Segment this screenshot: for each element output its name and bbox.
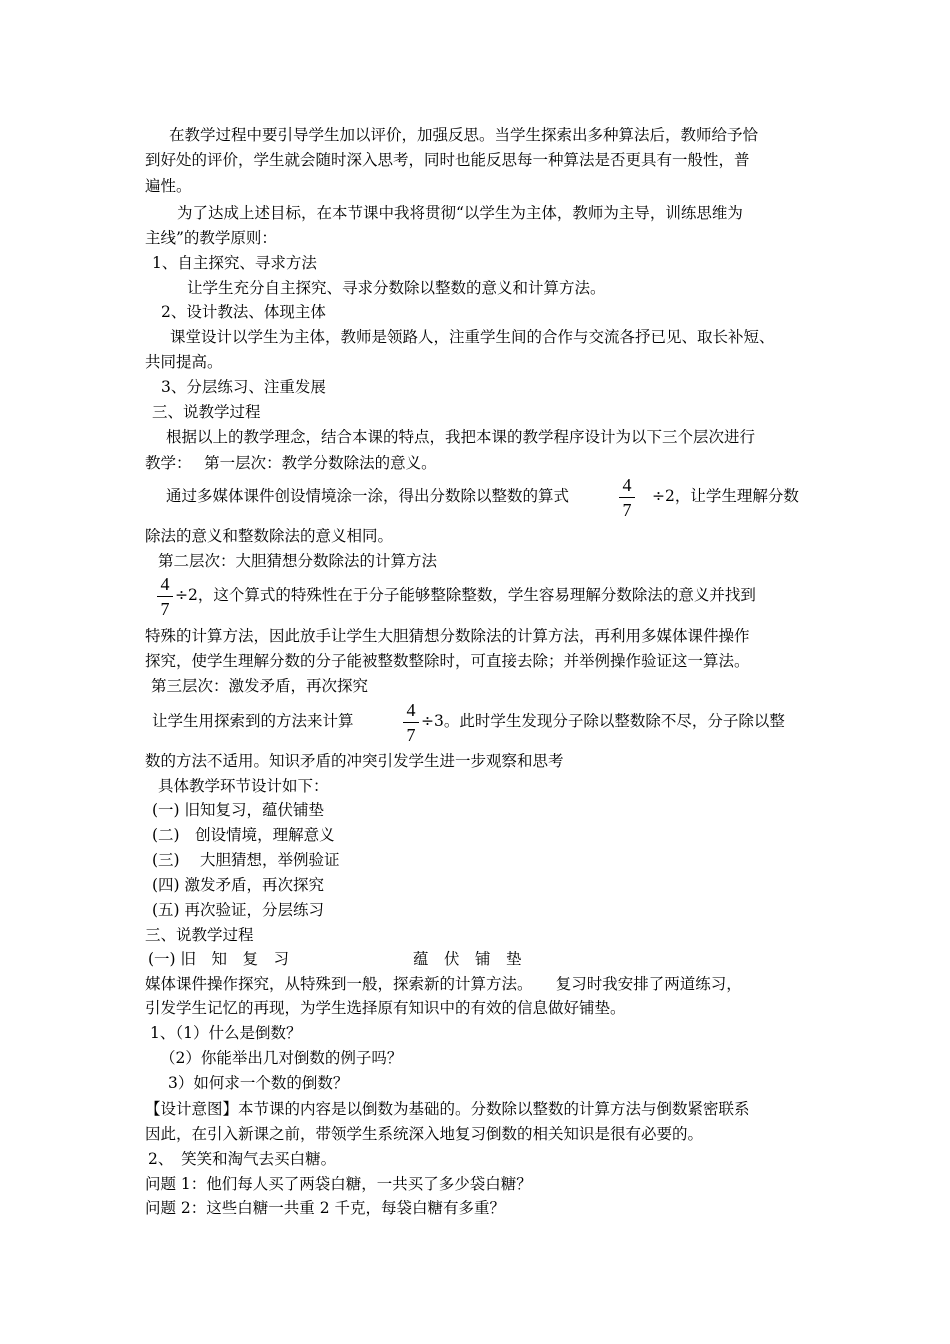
paragraph-line: 根据以上的教学理念，结合本课的特点，我把本课的教学程序设计为以下三个层次进行 (166, 428, 756, 446)
paragraph-line: 主线”的教学原则： (145, 229, 277, 247)
paragraph-line: 引发学生记忆的再现，为学生选择原有知识中的有效的信息做好铺垫。 (145, 999, 626, 1017)
list-title: 具体教学环节设计如下： (158, 777, 329, 795)
list-item: (一) 旧知复习，蕴伏铺垫 (152, 801, 325, 819)
paragraph-line: 教学： 第一层次：教学分数除法的意义。 (145, 454, 437, 472)
paragraph-line: 共同提高。 (145, 353, 223, 371)
question-line: 3）如何求一个数的倒数？ (168, 1074, 349, 1092)
section-heading: 三、说教学过程 (152, 403, 261, 421)
paragraph-line: ÷3。此时学生发现分子除以整数除不尽，分子除以整 (421, 712, 785, 730)
paragraph-line: 除法的意义和整数除法的意义相同。 (145, 527, 394, 545)
exercise-line: 2、 笑笑和淘气去买白糖。 (148, 1150, 337, 1168)
exercise-line: 问题 1：他们每人买了两袋白糖，一共买了多少袋白糖？ (145, 1175, 532, 1193)
section-heading: 3、分层练习、注重发展 (161, 378, 326, 396)
fraction-four-sevenths: 4 7 (403, 699, 419, 746)
list-item: (三) 大胆猜想，举例验证 (152, 851, 340, 869)
paragraph-line: 在教学过程中要引导学生加以评价，加强反思。当学生探索出多种算法后，教师给予恰 (169, 126, 759, 144)
paragraph-line: 为了达成上述目标，在本节课中我将贯彻“以学生为主体，教师为主导，训练思维为 (177, 204, 743, 222)
paragraph-line: 【设计意图】本节课的内容是以倒数为基础的。分数除以整数的计算方法与倒数紧密联系 (145, 1100, 750, 1118)
list-item: (四) 激发矛盾，再次探究 (152, 876, 325, 894)
paragraph-line: 让学生用探索到的方法来计算 (152, 712, 354, 730)
paragraph-line: 遍性。 (145, 177, 192, 195)
section-heading: 2、设计教法、体现主体 (161, 303, 326, 321)
paragraph-line: 探究，使学生理解分数的分子能被整数整除时，可直接去除；并举例操作验证这一算法。 (145, 652, 750, 670)
section-heading: 三、说教学过程 (145, 926, 254, 944)
paragraph-line: 通过多媒体课件创设情境涂一涂，得出分数除以整数的算式 (166, 487, 570, 505)
level-heading: 第三层次：激发矛盾，再次探究 (151, 677, 369, 695)
paragraph-line: 课堂设计以学生为主体，教师是领路人，注重学生间的合作与交流各抒已见、取长补短、 (170, 328, 775, 346)
fraction-four-sevenths: 4 7 (619, 474, 635, 521)
paragraph-line: 数的方法不适用。知识矛盾的冲突引发学生进一步观察和思考 (145, 752, 564, 770)
part-heading: (一) 旧 知 复 习 蕴 伏 铺 垫 (148, 950, 522, 968)
section-heading: 1、自主探究、寻求方法 (152, 254, 317, 272)
paragraph-line: 媒体课件操作探究，从特殊到一般，探索新的计算方法。 复习时我安排了两道练习， (145, 975, 742, 993)
list-item: (二) 创设情境，理解意义 (152, 826, 335, 844)
paragraph-line: 让学生充分自主探究、寻求分数除以整数的意义和计算方法。 (187, 279, 606, 297)
paragraph-line: 因此，在引入新课之前，带领学生系统深入地复习倒数的相关知识是很有必要的。 (145, 1125, 704, 1143)
paragraph-line: ÷2，这个算式的特殊性在于分子能够整除整数，学生容易理解分数除法的意义并找到 (175, 586, 756, 604)
question-line: （2）你能举出几对倒数的例子吗？ (160, 1049, 403, 1067)
list-item: (五) 再次验证，分层练习 (152, 901, 325, 919)
level-heading: 第二层次：大胆猜想分数除法的计算方法 (158, 552, 438, 570)
paragraph-line: 特殊的计算方法，因此放手让学生大胆猜想分数除法的计算方法，再利用多媒体课件操作 (145, 627, 750, 645)
paragraph-line: 到好处的评价，学生就会随时深入思考，同时也能反思每一种算法是否更具有一般性，普 (145, 151, 750, 169)
exercise-line: 问题 2：这些白糖一共重 2 千克，每袋白糖有多重？ (145, 1199, 506, 1217)
fraction-four-sevenths: 4 7 (157, 573, 173, 620)
paragraph-line: ÷2，让学生理解分数 (652, 487, 799, 505)
question-line: 1、（1）什么是倒数？ (150, 1024, 302, 1042)
